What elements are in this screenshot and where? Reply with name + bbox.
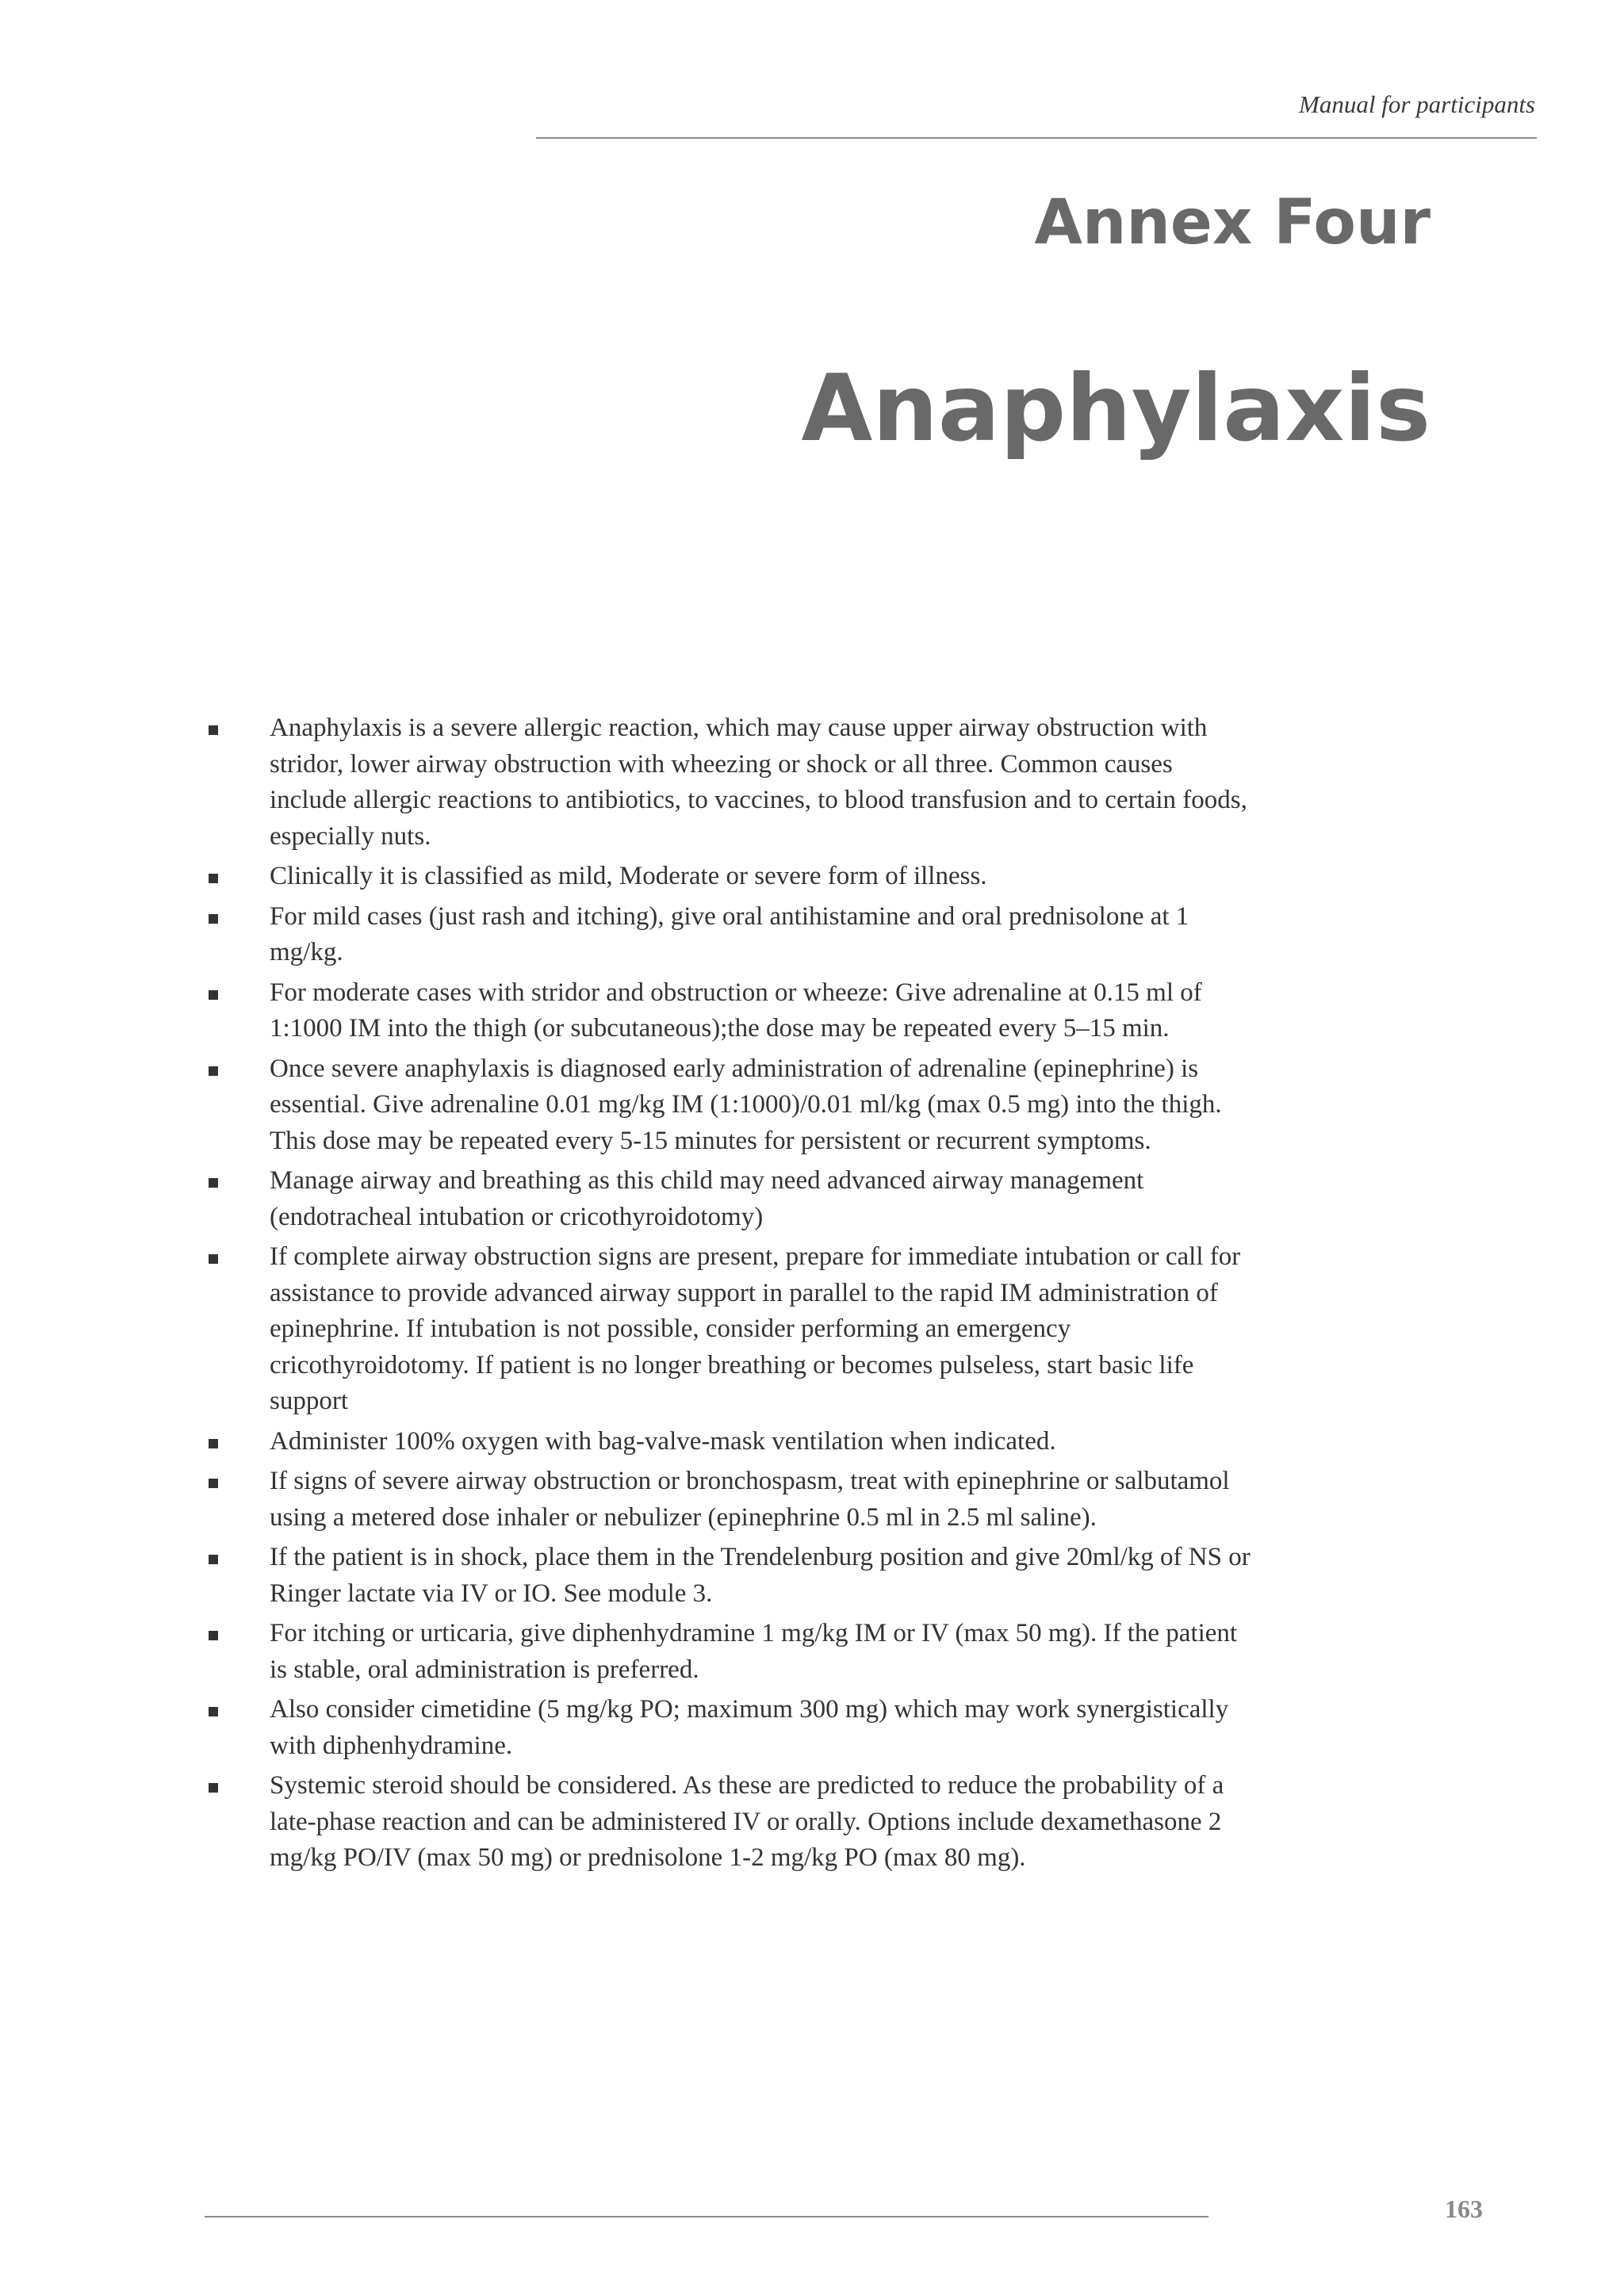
- square-bullet-icon: [209, 990, 218, 1000]
- square-bullet-icon: [209, 874, 218, 883]
- square-bullet-icon: [209, 1631, 218, 1640]
- list-item: [205, 710, 1251, 855]
- list-item: [205, 975, 1251, 1047]
- page-number: 163: [1445, 2195, 1483, 2223]
- square-bullet-icon: [209, 725, 218, 735]
- list-item-text: Clinically it is classified as mild, Moderate or severe form of illness.: [270, 862, 987, 890]
- list-item: [205, 1540, 1251, 1612]
- list-item-text: Administer 100% oxygen with bag-valve-mask ventilation when indicated.: [270, 1426, 1056, 1456]
- square-bullet-icon: [209, 1707, 218, 1716]
- list-item: [205, 1464, 1251, 1536]
- square-bullet-icon: [209, 1439, 218, 1448]
- list-item: [205, 1692, 1251, 1764]
- list-item: [205, 1163, 1251, 1235]
- square-bullet-icon: [209, 914, 218, 924]
- list-item: [205, 1768, 1251, 1877]
- list-item-text: For moderate cases with stridor and obstruction or wheeze: Give adrenaline at 0.15 ml of 1:1000 IM into the thigh (or subcutaneous);the dose may be repeated every 5–15 min.: [270, 978, 1202, 1043]
- list-item-text: If the patient is in shock, place them in the Trendelenburg position and give 20ml/kg of NS or Ringer lactate via IV or IO. See module 3.: [270, 1543, 1251, 1608]
- list-item: [205, 1239, 1251, 1420]
- list-item: [205, 1424, 1251, 1460]
- square-bullet-icon: [209, 1479, 218, 1488]
- list-item: [205, 859, 1251, 895]
- footer-divider: [205, 2216, 1208, 2218]
- list-item-text: Once severe anaphylaxis is diagnosed early administration of adrenaline (epinephrine) is essential. Give adrenaline 0.01 mg/kg IM (1:1000)/0.01 ml/kg (max 0.5 mg) into the thigh. This dose may be repeated every 5-15 minutes for persistent or recurrent symptoms.: [270, 1054, 1222, 1155]
- list-item-text: If signs of severe airway obstruction or bronchospasm, treat with epinephrine or salbutamol using a metered dose inhaler or nebulizer (epinephrine 0.5 ml in 2.5 ml saline).: [270, 1467, 1230, 1532]
- list-item-text: If complete airway obstruction signs are present, prepare for immediate intubation or call for assistance to provide advanced airway support in parallel to the rapid IM administration of epinephrine. If intubation is not possible, consider performing an emergency cricothyroidotomy. If patient is no longer breathing or becomes pulseless, start basic life support: [270, 1242, 1241, 1415]
- list-item: [205, 1616, 1251, 1688]
- page-title: Anaphylaxis: [801, 355, 1431, 462]
- list-item-text: Also consider cimetidine (5 mg/kg PO; maximum 300 mg) which may work synergistically with diphenhydramine.: [270, 1695, 1229, 1760]
- list-item-text: Manage airway and breathing as this child may need advanced airway management (endotracheal intubation or cricothyroidotomy): [270, 1166, 1144, 1231]
- square-bullet-icon: [209, 1783, 218, 1793]
- square-bullet-icon: [209, 1555, 218, 1564]
- annex-label: Annex Four: [1034, 187, 1431, 258]
- list-item: [205, 1051, 1251, 1160]
- square-bullet-icon: [209, 1254, 218, 1264]
- square-bullet-icon: [209, 1066, 218, 1076]
- bullet-list: [205, 710, 1251, 1881]
- list-item-text: Anaphylaxis is a severe allergic reaction, which may cause upper airway obstruction with stridor, lower airway obstruction with wheezing or shock or all three. Common causes include allergic reactions to antibiotics, to vaccines, to blood transfusion and to certain foods, especially nuts.: [270, 714, 1247, 851]
- square-bullet-icon: [209, 1178, 218, 1188]
- list-item-text: For itching or urticaria, give diphenhydramine 1 mg/kg IM or IV (max 50 mg). If the patient is stable, oral administration is preferred.: [270, 1619, 1238, 1684]
- header-divider: [536, 137, 1537, 139]
- list-item: [205, 899, 1251, 971]
- list-item-text: For mild cases (just rash and itching), give oral antihistamine and oral prednisolone at 1 mg/kg.: [270, 901, 1189, 966]
- running-header: Manual for participants: [1299, 90, 1535, 118]
- list-item-text: Systemic steroid should be considered. As these are predicted to reduce the probability of a late-phase reaction and can be administered IV or orally. Options include dexamethasone 2 mg/kg PO/IV (max 50 mg) or prednisolone 1-2 mg/kg PO (max 80 mg).: [270, 1771, 1224, 1872]
